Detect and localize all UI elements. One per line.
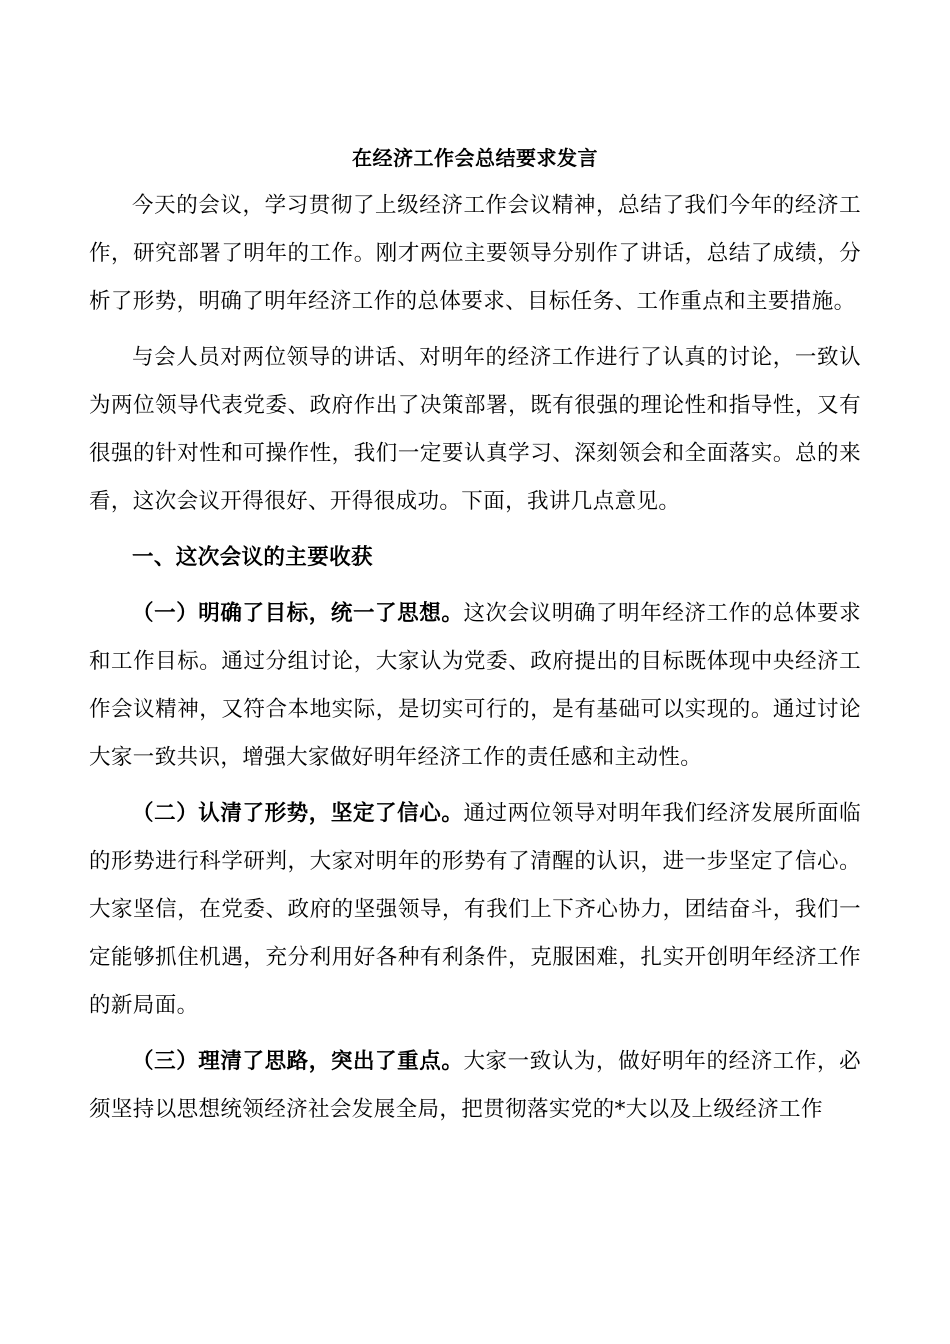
item-body-3: 大家一致认为，做好明年的经济工作，必须坚持以思想统领经济社会发展全局，把贯彻落实党的*大以及上级经济工作 (89, 1049, 861, 1122)
item-lead-2: （二）认清了形势，坚定了信心。 (132, 801, 464, 826)
section-heading-main-gains: 一、这次会议的主要收获 (132, 545, 373, 570)
item-lead-1: （一）明确了目标，统一了思想。 (132, 601, 464, 626)
item-paragraph-1 (89, 590, 861, 782)
paragraph-discussion: 与会人员对两位领导的讲话、对明年的经济工作进行了认真的讨论，一致认为两位领导代表党委、政府作出了决策部署，既有很强的理论性和指导性，又有很强的针对性和可操作性，我们一定要认真学习、深刻领会和全面落实。总的来看，这次会议开得很好、开得很成功。下面，我讲几点意见。 (89, 345, 861, 514)
item-paragraph-3 (89, 1038, 861, 1134)
item-paragraph-2 (89, 790, 861, 1030)
item-lead-3: （三）理清了思路，突出了重点。 (132, 1049, 464, 1074)
document-page (89, 140, 861, 1142)
document-title: 在经济工作会总结要求发言 (352, 146, 598, 170)
item-body-2: 通过两位领导对明年我们经济发展所面临的形势进行科学研判，大家对明年的形势有了清醒的认识，进一步坚定了信心。大家坚信，在党委、政府的坚强领导，有我们上下齐心协力，团结奋斗，我们一定能够抓住机遇，充分利用好各种有利条件，克服困难，扎实开创明年经济工作的新局面。 (89, 801, 861, 1018)
paragraph-intro: 今天的会议，学习贯彻了上级经济工作会议精神，总结了我们今年的经济工作，研究部署了明年的工作。刚才两位主要领导分别作了讲话，总结了成绩，分析了形势，明确了明年经济工作的总体要求、目标任务、工作重点和主要措施。 (89, 193, 861, 314)
item-body-1: 这次会议明确了明年经济工作的总体要求和工作目标。通过分组讨论，大家认为党委、政府提出的目标既体现中央经济工作会议精神，又符合本地实际，是切实可行的，是有基础可以实现的。通过讨论大家一致共识，增强大家做好明年经济工作的责任感和主动性。 (89, 601, 861, 770)
